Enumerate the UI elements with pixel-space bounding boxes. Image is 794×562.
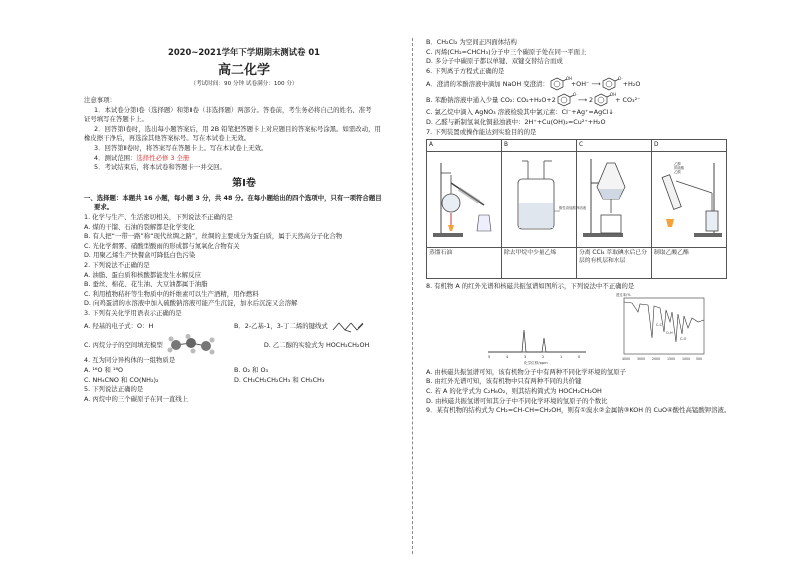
section-title: 第Ⅰ卷 <box>232 177 256 189</box>
table-header: C <box>577 140 652 152</box>
question-option: D. 多分子中碳原子都以单键、双键交替结合而成 <box>426 57 563 66</box>
nmr-tick: 5 <box>488 354 491 359</box>
notes-scope-prefix: 4．测试范围： <box>94 153 137 162</box>
equation-text: +H₂O <box>622 79 641 88</box>
table-header-row <box>427 140 727 152</box>
table-header: B <box>502 140 577 152</box>
question-option: B．CH₂Cl₂ 为空间正四面体结构 <box>426 38 517 46</box>
phenol-structure-icon <box>549 76 571 92</box>
nmr-spectrum <box>482 294 592 366</box>
question-option: A. 由核磁共振氢谱可知，该有机物分子中有两种不同化学环境的氢原子 <box>426 367 627 376</box>
table-caption: 除去甲烷中少量乙烯 <box>502 248 577 279</box>
nmr-axis-label: 化学位移/ppm <box>524 360 548 365</box>
apparatus-washing-bottle <box>502 152 587 248</box>
apparatus-label: 浓硫酸 <box>674 166 685 171</box>
table-header: A <box>427 140 502 152</box>
ir-tick: 1000 <box>682 356 691 361</box>
question-option: D. 乙二醇的实验式为 HOCH₂CH₂OH <box>263 340 370 349</box>
ir-tick: 1500 <box>667 356 676 361</box>
phenol-structure-icon <box>593 92 615 108</box>
ester-preparation-icon <box>654 153 724 243</box>
phenoxide-structure-icon <box>556 92 578 108</box>
exam-info: （考试时间：90 分钟 试卷满分：100 分） <box>190 81 298 87</box>
question-stem: 9．某有机物的结构式为 CH₂=CH-CH=CH₂OH，则有①溴水②金属钠③KOH 的 CuO④酸性高锰酸钾溶液。 <box>426 406 731 415</box>
apparatus-label: 酸性高锰酸钾溶液 <box>559 206 587 211</box>
question-option: A. 煤的干馏、石油的裂解都是化学变化 <box>84 222 195 231</box>
phenoxide-structure-icon <box>601 76 623 92</box>
nmr-tick: 4 <box>506 354 509 359</box>
ir-peak-label: C-C <box>656 322 662 327</box>
notes-item: 1．本试卷分第Ⅰ卷（选择题）和第Ⅱ卷（非选择题）两部分。答卷前，考生务必将自己的姓名、准考 <box>94 105 372 114</box>
notes-item-scope <box>84 154 404 164</box>
ir-spectrum <box>614 292 708 366</box>
notes-item: 3．回答第Ⅱ卷时，将答案写在答题卡上。写在本试卷上无效。 <box>94 143 268 152</box>
question-stem: 3. 下列有关化学用语表示正确的是 <box>84 308 182 317</box>
option-row <box>84 376 404 386</box>
ir-tick: 3000 <box>637 356 646 361</box>
apparatus-distillation <box>427 152 502 248</box>
right-column <box>426 38 731 416</box>
nmr-tick: 2 <box>542 354 545 359</box>
svg-text:OH: OH <box>565 76 572 82</box>
apparatus-label: 乙酸 <box>674 170 681 175</box>
section-instruction: 一、选择题：本题共 16 小题，每小题 3 分，共 48 分。在每小题给出的四个选项中，只有一项符合题目 <box>84 193 382 202</box>
question-stem: 5. 下列说法正确的是 <box>84 385 144 394</box>
nmr-tick: 3 <box>524 354 527 359</box>
question-stem: 6. 下列离子方程式正确的是 <box>426 66 505 75</box>
option-row <box>84 334 404 356</box>
section-instruction: 要求。 <box>94 203 114 212</box>
question-option: A. 油脂、蛋白质和核酸都能发生水解反应 <box>84 270 201 279</box>
table-caption: 分离 CCl₄ 萃取碘水后已分层的有机层和水层 <box>577 248 652 279</box>
question-stem: 7. 下列装置或操作能达到实验目的的是 <box>426 127 537 136</box>
apparatus-separatory-funnel <box>577 152 652 248</box>
question-stem: 2. 下列说法不正确的是 <box>84 260 150 269</box>
question-option: C. 氯乙烷中滴入 AgNO₃ 溶液检验其中氯元素：Cl⁻+Ag⁺=AgCl↓ <box>426 108 614 117</box>
question-option: D. 乙醛与新制氢氧化铜悬浊液中：2H⁺+Cu(OH)₂=Cu²⁺+H₂O <box>426 117 606 126</box>
svg-text:OH: OH <box>610 92 617 98</box>
question-option: B. 由红外光谱可知，该有机物中只有两种不同的共价键 <box>426 377 582 386</box>
notes-item: 2．回答第Ⅰ卷时，选出每小题答案后，用 2B 铅笔把答题卡上对应题目的答案标号涂黑。如需改动，用 <box>94 124 381 133</box>
experiment-table <box>426 139 727 279</box>
svg-text:O⁻: O⁻ <box>572 92 579 98</box>
option-row <box>84 366 404 376</box>
question-option: C. NH₄CNO 和 CO(NH₂)₂ <box>84 375 159 384</box>
question-stem: 1. 化学与生产、生活密切相关，下列说法不正确的是 <box>84 212 233 221</box>
question-option: A. 丙烷中的三个碳原子在同一直线上 <box>84 394 189 403</box>
apparatus-label: 乙醇 <box>674 162 681 167</box>
exam-subject: 高二化学 <box>217 63 270 78</box>
question-option: B. 有人把“一带一路”称“现代丝绸之路”，丝绸的主要成分为蛋白质，属于天然高分子化合物 <box>84 232 343 241</box>
question-option: B．2-乙基-1，3-丁二烯的键线式 <box>234 321 328 330</box>
question-option: C. 丙烯(CH₂=CHCH₃)分子中三个碳原子处在同一平面上 <box>426 47 587 56</box>
ir-peak-label: O-H <box>666 330 673 335</box>
question-option: B. O₂ 和 O₃ <box>234 366 269 375</box>
ir-peak-label: C-O <box>680 336 687 341</box>
question-option: A. ¹⁶O 和 ¹⁸O <box>84 366 124 375</box>
question-option: C. 光化学烟雾、硝酸型酸雨的形成都与氮氧化合物有关 <box>84 241 240 250</box>
question-option: A. 羟基的电子式：O：H <box>84 321 154 330</box>
question-option: C. 丙烷分子的空间填充模型 <box>84 340 163 349</box>
question-option: C. 利用植物秸秆等生物质中的纤维素可以生产酒精，用作燃料 <box>84 289 259 298</box>
notes-item: 橡皮擦干净后，再选涂其他答案标号。写在本试卷上无效。 <box>84 134 251 143</box>
equation-text: ⟶ 2 <box>577 95 594 104</box>
svg-text:O⁻: O⁻ <box>617 76 623 82</box>
table-caption-row <box>427 248 727 279</box>
left-column <box>84 38 404 404</box>
question-option: C. 若 A 的化学式为 C₂H₆O₂，则其结构简式为 HOCH₂CH₂OH <box>426 386 602 395</box>
option-row <box>84 318 404 334</box>
question-stem: 8. 有机物 A 的红外光谱和核磁共振氢谱如图所示，下列说法中不正确的是 <box>426 282 635 291</box>
table-header: D <box>652 140 727 152</box>
question-option: D. 由核磁共振氢谱可知其分子中不同化学环境的氢原子的个数比 <box>426 396 608 405</box>
question-option: B. 苯酚钠溶液中通入少量 CO₂: CO₂+H₂O+2 <box>426 95 556 104</box>
spectra-area <box>426 292 716 368</box>
ir-tick: 500 <box>696 356 703 361</box>
equation-row <box>426 92 716 108</box>
notes-item: 5．考试结束后，将本试卷和答题卡一并交回。 <box>94 163 226 172</box>
column-divider <box>412 38 413 554</box>
question-stem: 4. 互为同分异构体的一组物质是 <box>84 356 176 365</box>
ir-axis-label: 透过率/% <box>616 292 631 297</box>
ir-tick: 4000 <box>622 356 631 361</box>
ir-tick: 2000 <box>652 356 661 361</box>
notes-scope-value: 选择性必修 3 全册 <box>136 153 190 162</box>
gas-washing-bottle-icon <box>504 153 587 243</box>
question-option: D. 用聚乙烯生产快餐盒可降低白色污染 <box>84 251 196 260</box>
question-option: D. CH₃CH₂CH₂CH₃ 和 CH₃CH₃ <box>234 375 325 384</box>
separatory-funnel-icon <box>579 153 649 243</box>
notes-heading: 注意事项： <box>84 96 116 104</box>
nmr-tick: 0 <box>578 354 581 359</box>
space-filling-model-icon <box>166 334 216 356</box>
question-option: A．澄清的苯酚溶液中滴加 NaOH 变澄清： <box>426 79 549 88</box>
notes-item: 证号填写在答题卡上。 <box>84 115 148 124</box>
question-option: B. 蚕丝、棉花、花生油、大豆油都属于油脂 <box>84 280 208 289</box>
equation-text: + CO₃²⁻ <box>615 95 641 104</box>
distillation-apparatus-icon <box>429 153 499 243</box>
equation-row <box>426 76 716 92</box>
question-option: D. 向鸡蛋清的水溶液中加入硫酸钠溶液可能产生沉淀，加水后沉淀又会溶解 <box>84 299 298 308</box>
exam-title: 2020~2021学年下学期期末测试卷 01 <box>168 47 320 57</box>
bond-line-structure-icon <box>331 318 365 334</box>
nmr-tick: 1 <box>560 354 563 359</box>
table-image-row <box>427 152 727 248</box>
equation-text: +OH⁻ ⟶ <box>570 79 601 88</box>
table-caption: 制取乙酸乙酯 <box>652 248 727 279</box>
table-caption: 蒸馏石油 <box>427 248 502 279</box>
apparatus-ester-prep <box>652 152 727 248</box>
